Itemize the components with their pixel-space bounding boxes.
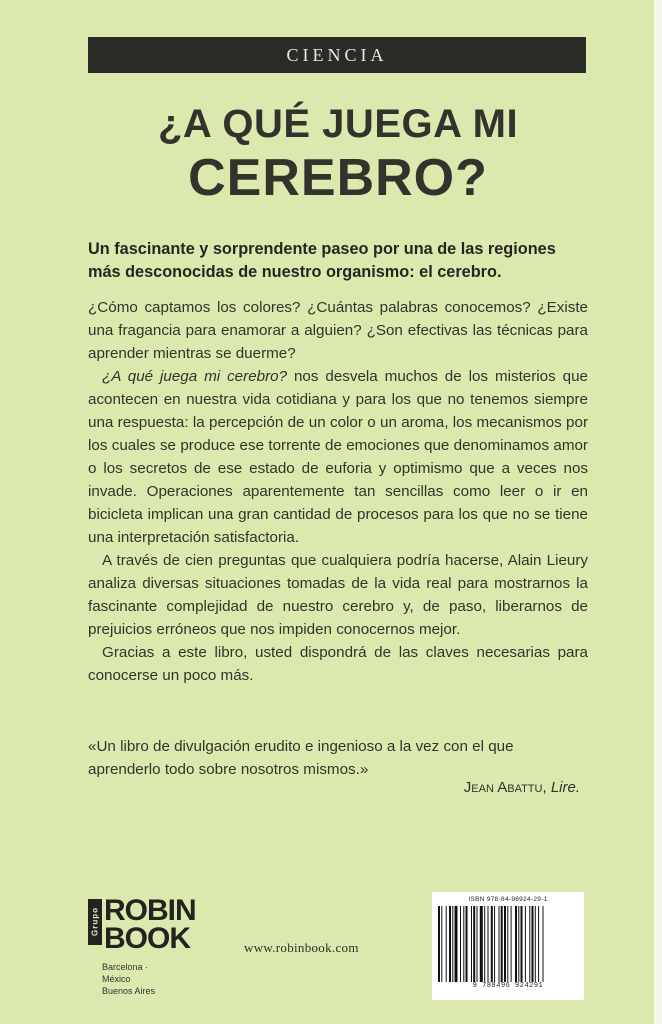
barcode-bar — [532, 906, 534, 982]
barcode-bar — [441, 906, 442, 982]
barcode-bar — [501, 906, 503, 982]
barcode-bar — [521, 906, 523, 982]
barcode-bar — [452, 906, 453, 982]
barcode-bar — [484, 906, 485, 982]
book-title-line-2: CEREBRO? — [188, 149, 488, 207]
paragraph-author: A través de cien preguntas que cualquiera podría hacerse, Alain Lieury analiza diversas situaciones tomadas de la vida real para mostrarnos la fascinante complejidad de nuestro cerebro y, de paso, liberarnos de prejuicios erróneos que nos impiden conocernos mejor. — [88, 552, 588, 638]
barcode-bar — [511, 906, 512, 982]
barcode-bar — [494, 906, 495, 982]
publisher-cities-2: Buenos Aires — [102, 986, 156, 996]
publisher-group-label: Grupo — [88, 899, 102, 945]
paragraph-questions: ¿Cómo captamos los colores? ¿Cuántas palabras conocemos? ¿Existe una fragancia para enamorar a alguien? ¿Son efectivas las técnicas para aprender mientras se duerme? — [88, 299, 588, 362]
paragraph-overview — [88, 365, 588, 549]
barcode-bar — [477, 906, 478, 982]
barcode-bar — [471, 906, 472, 982]
publisher-name-1: ROBIN — [104, 894, 196, 927]
review-quote: «Un libro de divulgación erudito e ingenioso a la vez con el que aprenderlo todo sobre nosotros mismos.» — [88, 738, 514, 778]
barcode-bar — [515, 906, 517, 982]
barcode-bar — [543, 906, 544, 982]
barcode-bar — [466, 906, 468, 982]
barcode-bar — [438, 906, 440, 982]
barcode-bar — [499, 906, 500, 982]
series-label: CIENCIA — [88, 37, 586, 73]
quote-source: Lire. — [550, 779, 580, 796]
lead-paragraph: Un fascinante y sorprendente paseo por una de las regiones más desconocidas de nuestro organismo: el cerebro. — [88, 240, 556, 281]
book-title-inline: ¿A qué juega mi cerebro? — [102, 368, 288, 385]
publisher-name-2: BOOK — [104, 922, 190, 955]
barcode-bar — [449, 906, 451, 982]
barcode-bar — [525, 906, 526, 982]
book-title-line-1: ¿A QUÉ JUEGA MI — [157, 102, 519, 146]
barcode-bar — [446, 906, 447, 982]
barcode-bar — [463, 906, 464, 982]
isbn-label: ISBN 978-84-96924-29-1 — [468, 896, 548, 903]
barcode-bar — [473, 906, 475, 982]
barcode-digits: 9 788496 924291 — [472, 982, 544, 990]
barcode-bar — [507, 906, 508, 982]
description — [88, 296, 588, 687]
barcode-bar — [504, 906, 506, 982]
barcode-bar — [455, 906, 458, 982]
barcode-bar — [491, 906, 493, 982]
paragraph-closing: Gracias a este libro, usted dispondrá de las claves necesarias para conocerse un poco más. — [88, 644, 588, 684]
paragraph-overview-text: nos desvela muchos de los misterios que acontecen en nuestra vida cotidiana y para los que no tenemos siempre una respuesta: la percepción de un color o un aroma, los mecanismos por los cuales se produce ese torrente de emociones que denominamos amor o los secretos de ese estado de euforia y optimismo que a veces nos invade. Operaciones aparentemente tan sencillas como leer o ir en bicicleta implican una gran cantidad de procesos para los que no se tiene una interpretación satisfactoria. — [88, 368, 588, 546]
publisher-cities-1: Barcelona · México — [102, 962, 149, 984]
barcode-bar — [518, 906, 519, 982]
barcode-bars — [438, 906, 578, 982]
barcode — [432, 892, 584, 1000]
barcode-bar — [488, 906, 489, 982]
page-edge — [654, 0, 662, 1024]
barcode-bar — [460, 906, 461, 982]
barcode-bar — [538, 906, 539, 982]
quote-author: Jean Abattu, — [463, 779, 551, 796]
barcode-bar — [529, 906, 530, 982]
barcode-bar — [535, 906, 536, 982]
barcode-bar — [480, 906, 483, 982]
quote-attribution — [464, 779, 580, 796]
publisher-website: www.robinbook.com — [244, 940, 359, 955]
publisher-cities — [102, 961, 178, 997]
publisher-logo — [88, 893, 196, 1003]
